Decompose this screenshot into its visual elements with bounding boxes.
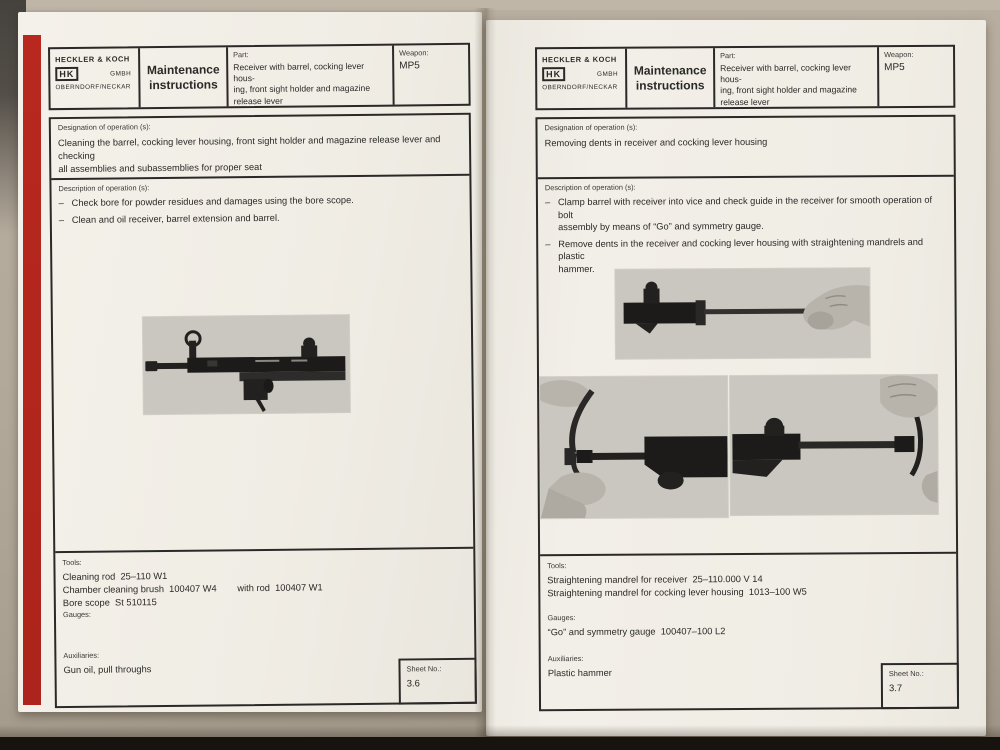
sheet-label: Sheet No.: bbox=[406, 664, 442, 674]
photo-straightening-mandrel-at-muzzle bbox=[540, 376, 728, 518]
title-cell bbox=[627, 48, 715, 108]
sheet-value: 3.7 bbox=[888, 683, 903, 695]
tools-label: Tools: bbox=[62, 557, 82, 568]
dash-bullet: – bbox=[58, 198, 64, 209]
document-title: Maintenance instructions bbox=[633, 63, 707, 93]
sheet-value: 3.6 bbox=[406, 678, 420, 690]
tools-list bbox=[62, 568, 385, 611]
designation-label: Designation of operation (s): bbox=[57, 122, 151, 133]
company-city: OBERNDORF/NECKAR bbox=[542, 83, 618, 92]
bottom-edge-shadow bbox=[0, 725, 1000, 737]
tools-gauges-auxiliaries-section bbox=[55, 549, 475, 706]
description-label: Description of operation (s): bbox=[544, 182, 636, 193]
document-title: Maintenance instructions bbox=[146, 62, 220, 92]
weapon-value: MP5 bbox=[399, 60, 420, 72]
part-value: Receiver with barrel, cocking lever hous- ing, front sight holder and magazine release lever bbox=[720, 62, 857, 107]
part-value: Receiver with barrel, cocking lever hous- ing, front sight holder and magazine release lever bbox=[233, 60, 371, 106]
tool-line: Bore scope St 510115 bbox=[62, 597, 157, 609]
photo-receiver-with-barrel-side-view bbox=[143, 315, 350, 414]
weapon-value: MP5 bbox=[884, 62, 905, 74]
header-table bbox=[48, 43, 471, 110]
description-item-text: Remove dents in the receiver and cocking lever housing with straightening mandrels and plastic hammer. bbox=[558, 236, 924, 274]
main-table bbox=[535, 115, 959, 712]
sheet-number-box bbox=[398, 658, 476, 705]
description-section bbox=[538, 177, 956, 557]
designation-label: Designation of operation (s): bbox=[544, 122, 638, 133]
gauges-text: “Go” and symmetry gauge 100407–100 L2 bbox=[547, 626, 726, 638]
tool-line: Cleaning rod 25–110 W1 bbox=[62, 570, 168, 583]
auxiliaries-text: Plastic hammer bbox=[547, 667, 612, 679]
weapon-cell bbox=[879, 47, 953, 106]
sheet-label: Sheet No.: bbox=[888, 668, 924, 679]
designation-section bbox=[537, 117, 953, 180]
part-cell bbox=[715, 47, 879, 107]
tool-line: Chamber cleaning brush 100407 W4 with rod 100407 W1 bbox=[62, 582, 323, 596]
center-fold-shadow bbox=[474, 8, 496, 744]
page-right-content bbox=[535, 45, 959, 712]
description-item bbox=[545, 194, 947, 234]
weapon-label: Weapon: bbox=[884, 49, 914, 60]
description-item-text: Clean and oil receiver, barrel extension and barrel. bbox=[71, 212, 280, 225]
company-city: OBERNDORF/NECKAR bbox=[55, 83, 131, 92]
tools-list bbox=[547, 572, 868, 600]
logo-row bbox=[542, 67, 620, 81]
hk-logo-icon: HK bbox=[55, 67, 78, 81]
hk-logo-icon: HK bbox=[542, 67, 565, 81]
backdrop-top-strip bbox=[0, 0, 1000, 10]
tool-line: Straightening mandrel for receiver 25–110.000 V 14 bbox=[547, 573, 763, 586]
description-item-text: Clamp barrel with receiver into vice and check guide in the receiver for smooth operation of bolt assembly by means of “Go” and symmetry gauge. bbox=[557, 194, 933, 233]
tools-gauges-auxiliaries-section bbox=[540, 554, 957, 710]
title-cell bbox=[140, 47, 229, 107]
photo-gauge-inserted-into-receiver bbox=[615, 268, 870, 359]
description-section bbox=[51, 176, 473, 553]
description-item bbox=[59, 209, 463, 226]
weapon-label: Weapon: bbox=[399, 48, 429, 58]
backdrop-bottom-band bbox=[0, 737, 1000, 750]
company-name: HECKLER & KOCH bbox=[542, 54, 617, 65]
designation-text: Cleaning the barrel, cocking lever housing, front sight holder and magazine release lever and checking all assemblies and subassemblies for proper seat bbox=[57, 134, 441, 175]
dash-bullet: – bbox=[544, 197, 551, 208]
description-label: Description of operation (s): bbox=[58, 183, 150, 194]
auxiliaries-label: Auxiliaries: bbox=[547, 653, 584, 664]
part-cell bbox=[228, 46, 395, 107]
company-name: HECKLER & KOCH bbox=[55, 54, 130, 65]
dash-bullet: – bbox=[58, 214, 65, 225]
company-gmbh: GMBH bbox=[110, 69, 132, 78]
binder-red-stripe bbox=[23, 35, 41, 705]
weapon-cell bbox=[394, 45, 469, 105]
logo-row bbox=[55, 66, 133, 81]
sheet-number-box bbox=[881, 663, 959, 709]
tools-label: Tools: bbox=[547, 561, 567, 571]
gauges-label: Gauges: bbox=[547, 613, 576, 623]
photo-mandrel-in-barrel-with-hammer-hand bbox=[730, 375, 938, 515]
company-gmbh: GMBH bbox=[596, 70, 619, 78]
designation-text: Removing dents in receiver and cocking lever housing bbox=[544, 136, 768, 149]
dash-bullet: – bbox=[545, 238, 551, 249]
logo-cell bbox=[537, 49, 627, 109]
designation-section bbox=[51, 115, 470, 180]
manual-page-right bbox=[486, 20, 986, 736]
manual-page-left bbox=[18, 12, 482, 712]
tool-line: Straightening mandrel for cocking lever housing 1013–100 W5 bbox=[547, 586, 807, 599]
description-item-text: Check bore for powder residues and damages using the bore scope. bbox=[71, 195, 354, 208]
gauges-label: Gauges: bbox=[62, 609, 91, 620]
header-table bbox=[535, 45, 955, 111]
main-table bbox=[49, 113, 477, 708]
description-item bbox=[59, 193, 463, 210]
logo-cell bbox=[50, 48, 141, 108]
part-label: Part: bbox=[720, 51, 736, 61]
auxiliaries-label: Auxiliaries: bbox=[63, 650, 100, 661]
auxiliaries-text: Gun oil, pull throughs bbox=[63, 664, 152, 676]
part-label: Part: bbox=[233, 50, 249, 60]
page-left-content bbox=[48, 43, 477, 708]
